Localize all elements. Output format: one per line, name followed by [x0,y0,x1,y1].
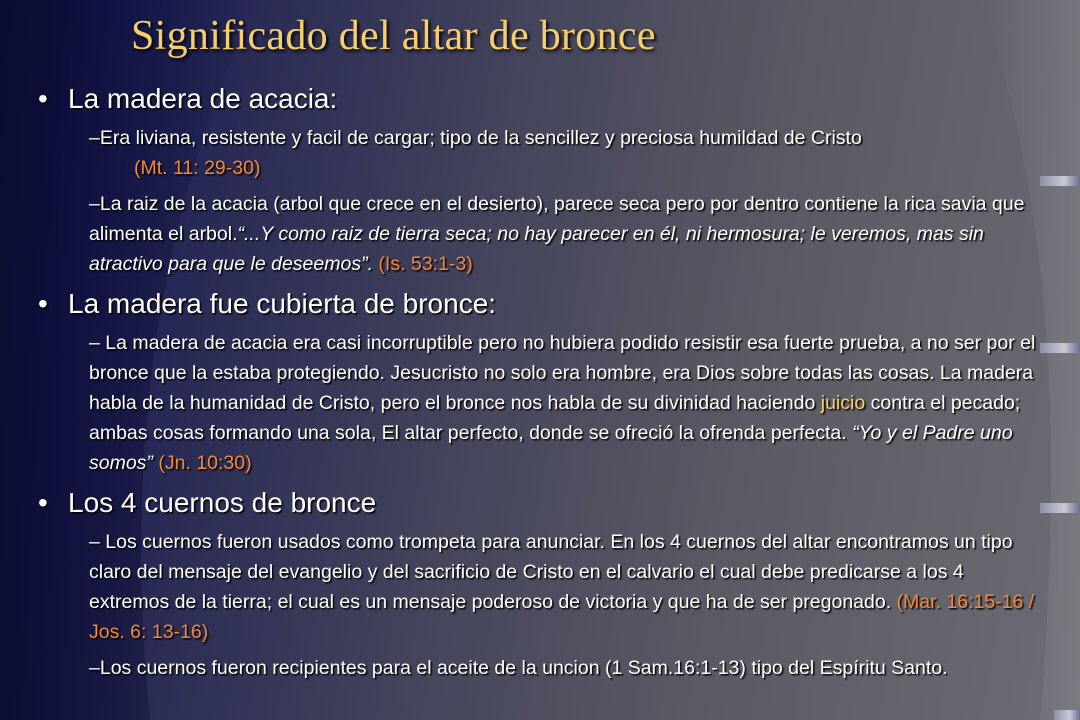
scripture-reference: (Jn. 10:30) [158,452,252,474]
bullet-dot: • [38,487,48,518]
highlighted-word: juicio [820,392,866,414]
bullet-heading: La madera fue cubierta de bronce: [68,288,497,319]
decorative-bar [1054,710,1080,720]
sub-point-text: contra el pecado; ambas cosas formando una sola, El altar perfecto, donde se ofreció la ofrenda perfecta. [89,392,1021,444]
scripture-quote: “Yo y el Padre uno somos” [89,422,1013,474]
sub-point-text: –Los cuernos fueron recipientes para el aceite de la uncion (1 Sam.16:1-13) tipo del Espíritu Santo. [89,657,948,679]
sub-point-text: – Los cuernos fueron usados como trompeta para anunciar. En los 4 cuernos del altar encontramos un tipo claro del mensaje del evangelio y del sacrificio de Cristo en el calvario el cual debe predicarse a los 4 extremos de la tierra; el cual es un mensaje poderoso de victoria y que ha de ser pregonado. [89,531,1013,613]
sub-point [89,189,1049,279]
slide-content [38,80,1048,689]
bullet-heading: Los 4 cuernos de bronce [68,487,377,518]
bullet-acacia-wood [38,80,1048,118]
sub-point-text: – La madera de acacia era casi incorruptible pero no hubiera podido resistir esa fuerte prueba, a no ser por el bronce que la estaba protegiendo. Jesucristo no solo era hombre, era Dios sobre todas las cosas. La madera habla de la humanidad de Cristo, pero el bronce nos habla de su divinidad haciendo [89,332,1036,414]
sub-point [89,653,1049,683]
bullet-dot: • [38,83,48,114]
slide-title: Significado del altar de bronce [131,13,656,59]
scripture-reference: (Mt. 11: 29-30) [134,157,261,179]
scripture-reference: (Mar. 16:15-16 / Jos. 6: 13-16) [89,591,1035,643]
bullet-bronze-covering [38,285,1048,323]
sub-point [89,123,1049,183]
scripture-quote: “...Y como raiz de tierra seca; no hay parecer en él, ni hermosura; le veremos, mas sin atractivo para que le deseemos”. [89,223,984,275]
sub-point-text: –La raiz de la acacia (arbol que crece en el desierto), parece seca pero por dentro contiene la rica savia que alimenta el arbol. [89,193,1025,245]
sub-point [89,527,1049,647]
bullet-dot: • [38,288,48,319]
sub-point-text: –Era liviana, resistente y facil de cargar; tipo de la sencillez y preciosa humildad de Cristo [89,127,862,149]
bullet-heading: La madera de acacia: [68,83,338,114]
sub-point [89,328,1049,478]
scripture-reference: (Is. 53:1-3) [378,253,473,275]
bullet-bronze-horns [38,484,1048,522]
